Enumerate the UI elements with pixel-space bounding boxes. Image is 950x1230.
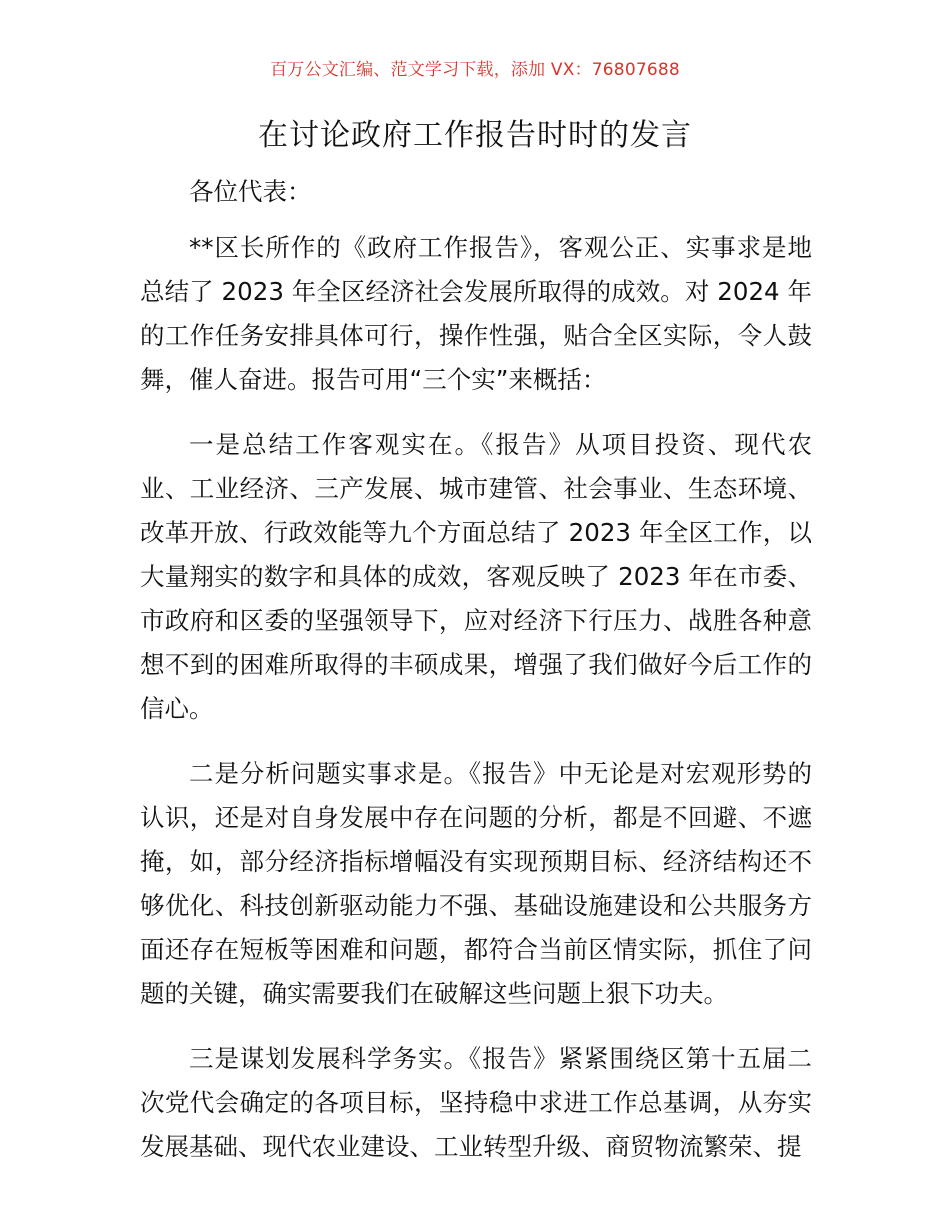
paragraph-intro: **区长所作的《政府工作报告》，客观公正、实事求是地总结了 2023 年全区经济社会发展所取得的成效。对 2024 年的工作任务安排具体可行，操作性强，贴合全区实际，令人鼓舞，催人奋进。报告可用“三个实”来概括： — [140, 233, 812, 394]
document-title: 在讨论政府工作报告时时的发言 — [258, 118, 692, 153]
header-watermark-note: 百万公文汇编、范文学习下载，添加 VX：76807688 — [270, 60, 680, 80]
paragraph-point-one: 一是总结工作客观实在。《报告》从项目投资、现代农业、工业经济、三产发展、城市建管、社会事业、生态环境、改革开放、行政效能等九个方面总结了 2023 年全区工作，以大量翔实的数字和具体的成效，客观反映了 2023 年在市委、市政府和区委的坚强领导下，应对经济下行压力、战胜各种意想不到的困难所取得的丰硕成果，增强了我们做好今后工作的信心。 — [140, 430, 812, 723]
paragraph-point-two: 二是分析问题实事求是。《报告》中无论是对宏观形势的认识，还是对自身发展中存在问题的分析，都是不回避、不遮掩，如，部分经济指标增幅没有实现预期目标、经济结构还不够优化、科技创新驱动能力不强、基础设施建设和公共服务方面还存在短板等困难和问题，都符合当前区情实际，抓住了问题的关键，确实需要我们在破解这些问题上狠下功夫。 — [140, 759, 812, 1008]
salutation: 各位代表： — [189, 177, 312, 206]
paragraph-point-three: 三是谋划发展科学务实。《报告》紧紧围绕区第十五届二次党代会确定的各项目标，坚持稳中求进工作总基调，从夯实发展基础、现代农业建设、工业转型升级、商贸物流繁荣、提 — [140, 1044, 812, 1161]
document-body — [140, 170, 812, 1190]
